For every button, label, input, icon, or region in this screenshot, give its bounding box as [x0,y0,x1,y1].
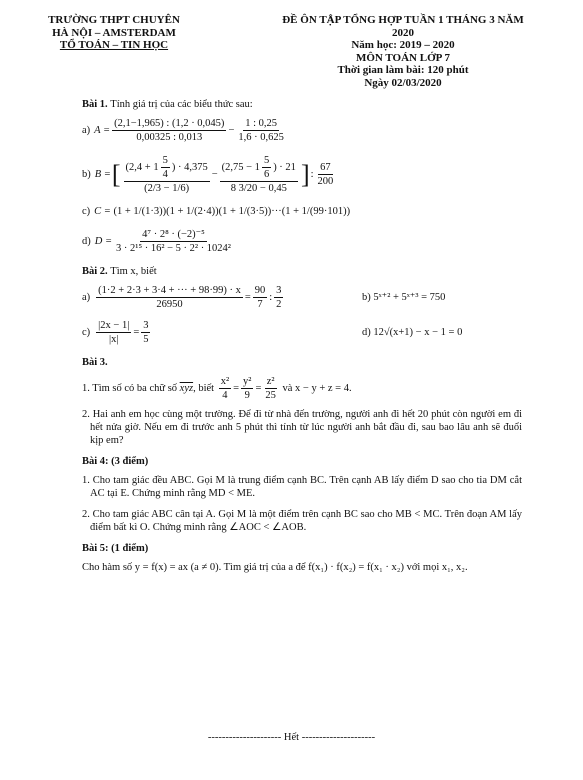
bai2-title: Bài 2. [82,266,108,277]
bai3-q1-end: và x − y + z = 4. [282,383,352,394]
bai1-b: b) B = [ (2,4 + 1 $\frac{5}{4}$ ) · 4,375 (2/3 − 1/6) − (2,75 − 1 $\frac{5}{6}$ ) · 21 8 3/20 − 0,45 ] : $\frac{67}{200}$ [82,155,334,194]
bai2-d-expr: 12√(x+1) − x − 1 = 0 [373,327,463,338]
bai2-a-label: a) [82,292,91,303]
bai2-c-rn: 3 [143,320,149,331]
bai1-a-frac2 [236,117,286,144]
bai3-q1-f1n: x² [220,376,230,387]
bai2-d [362,326,522,339]
bai2-a-eq: = [244,292,251,303]
bai5-text: Cho hàm số y = f(x) = ax (a ≠ 0). Tìm giá trị của a để f(x₁) · f(x₂) = f(x₁ · x₂) với mọi x₁, x₂. [82,562,468,573]
bai1-b-d1: (2/3 − 1/6) [144,183,190,194]
bai2-c-frac [96,319,131,346]
bai1-c-lhs: C = [94,206,111,217]
bai2-a-colon: : [269,292,273,303]
bai1-b-label: b) [82,169,91,180]
bai1-d-frac [114,228,233,255]
bai2-intro: Tìm x, biết [110,266,157,277]
bai1-b-frac2 [220,154,298,195]
bai1-b-frac3 [316,161,336,188]
bai1-c-t3: (1 + 1/(3·5)) [218,206,272,217]
subject: MÔN TOÁN LỚP 7 [355,51,451,64]
bai3-q1-var: $\overline{xyz}$ [179,383,194,394]
bai5-heading [82,542,522,555]
bai2-c [82,319,152,346]
bai1-d-den: 3 · 2¹⁵ · 16² − 5 · 2² · 1024² [116,243,231,254]
bai1-c-label: c) [82,206,91,217]
bai1-d-lhs: D = [94,236,113,247]
school-name-line2: HÀ NỘI – AMSTERDAM [52,26,176,39]
bai1-b-p1: (2,4 + 1 [125,161,159,173]
bai1-a-lhs: A = [94,125,111,136]
bai2-row2 [82,319,522,346]
bai1-a-num1: (2,1−1,965) : (1,2 · 0,045) [114,118,225,129]
bai1-b-rd: 200 [317,176,334,187]
bai2-c-num: |2x − 1| [98,320,130,331]
school-header [30,14,198,52]
department-name: TỔ TOÁN – TIN HỌC [59,39,169,51]
bai1-c [82,205,522,218]
bai5-title: Bài 5: [82,543,109,554]
bai1-b-f2n: 5 [263,155,270,166]
bai1-a-den2: 1,6 · 0,625 [238,132,284,143]
school-year: Năm học: 2019 – 2020 [351,39,455,51]
bai3-q1: 1. Tìm số có ba chữ số $\overline{xyz}$ , biết $\frac{\text{x²}}{4}$ = $\frac{\text{y²}}{9}$ = $\frac{\text{z²}}{25}$ và x − y + z = 4. [82,376,352,401]
bai1-b-p2b: ) · 21 [273,161,296,173]
bai2-a-r1d: 7 [257,299,263,310]
bai1-d-label: d) [82,236,91,247]
bai2-d-label: d) [362,327,371,338]
bai2-b [362,291,522,304]
bai2-row1 [82,284,522,311]
exam-content [82,98,522,582]
bai4-heading [82,455,522,468]
exam-header [278,14,528,89]
bai1-a-num2: 1 : 0,25 [245,118,277,129]
bai1-b-colon: : [310,169,314,180]
bai4-title: Bài 4: [82,456,109,467]
bai2-c-den: |x| [109,334,119,345]
duration: Thời gian làm bài: 120 phút [337,64,469,76]
bai2-c-rd: 5 [143,334,149,345]
bai1-c-dots: ··· [271,206,282,217]
bai2-a-r1n: 90 [254,285,266,296]
bai1-b-f2d: 6 [263,169,270,180]
bai1-a [82,117,522,144]
bai1-b-lhs: B = [94,169,111,180]
bai4-q2: 2. Cho tam giác ABC cân tại A. Gọi M là một điểm trên cạnh BC sao cho MB < MC. Trên đoạn AM lấy điểm bất kì O. Chứng minh rằng ∠AOC < ∠AOB. [82,509,522,533]
bai1-a-op: − [228,125,235,136]
bai4-q1: 1. Cho tam giác đều ABC. Gọi M là trung điểm cạnh BC. Trên cạnh AB lấy điểm D sao cho tia DM cắt AC tại E. Chứng minh rằng MD < ME. [82,475,522,499]
end-marker: --------------------- Hết --------------------- [207,732,376,743]
bai1-b-f1n: 5 [162,155,168,166]
bai1-a-den1: 0,00325 : 0,013 [136,132,203,143]
bai5-points: (1 điểm) [111,543,149,554]
bai2-heading [82,265,522,278]
bai3-heading [82,356,522,369]
bai2-b-label: b) [362,292,371,303]
bai1-heading [82,98,522,111]
exam-date: Ngày 02/03/2020 [364,76,442,89]
bai1-b-op: − [211,169,218,180]
bai1-a-label: a) [82,125,91,136]
bai1-d [82,228,522,255]
bai1-title: Bài 1. [82,99,108,110]
bai2-a-den: 26950 [156,299,183,310]
bai2-c-label: c) [82,327,91,338]
bai1-b-frac1 [124,154,210,195]
school-name-line1: TRƯỜNG THPT CHUYÊN [48,14,180,26]
exam-title: ĐỀ ÔN TẬP TỔNG HỢP TUẦN 1 THÁNG 3 NĂM 2020 [282,14,524,39]
bai3-q1-f3d: 25 [265,390,276,401]
bai1-d-num: 4⁷ · 2⁸ · (−2)⁻⁵ [142,229,205,240]
bai2-a-num: (1·2 + 2·3 + 3·4 + ··· + 98·99) · x [98,285,241,296]
bai2-a [82,284,285,311]
bai3-q1-f2d: 9 [244,390,250,401]
bai2-a-frac [96,284,243,311]
bai1-c-t2: (1 + 1/(2·4)) [166,206,219,217]
bai3-q2: 2. Hai anh em học cùng một trường. Để đi từ nhà đến trường, người anh đi hết 20 phút còn người em đi hết nửa giờ. Nếu em đi trước anh 5 phút thì tính từ lúc người anh bắt đầu đi, sau bao lâu anh sẽ đuổi kịp em? [82,409,522,446]
bai4-points: (3 điểm) [111,456,149,467]
bai3-q1-f3n: z² [266,376,275,387]
bai1-b-f1d: 4 [162,169,168,180]
bai1-c-t1: (1 + 1/(1·3)) [113,206,167,217]
bai1-b-rn: 67 [320,162,331,173]
bai1-b-p2: (2,75 − 1 [221,161,260,173]
bai3-q1-f1d: 4 [222,390,228,401]
bai2-a-r2d: 2 [276,299,282,310]
bai1-b-d2: 8 3/20 − 0,45 [230,183,287,194]
bai3-q1-pre: 1. Tìm số có ba chữ số [82,383,178,394]
bai3-q1-mid: , biết [193,383,215,394]
bai3-q1-f2n: y² [243,376,252,387]
bai1-intro: Tính giá trị của các biểu thức sau: [110,99,253,110]
bai1-a-frac1 [112,117,226,144]
bai2-a-r2n: 3 [276,285,282,296]
bai1-c-t4: (1 + 1/(99·101)) [281,206,351,217]
bai1-b-p1b: ) · 4,375 [171,161,208,173]
bai3-title: Bài 3. [82,357,108,368]
bai2-c-eq: = [133,327,140,338]
bai2-b-expr: 5ˣ⁺² + 5ˣ⁺³ = 750 [373,292,446,303]
